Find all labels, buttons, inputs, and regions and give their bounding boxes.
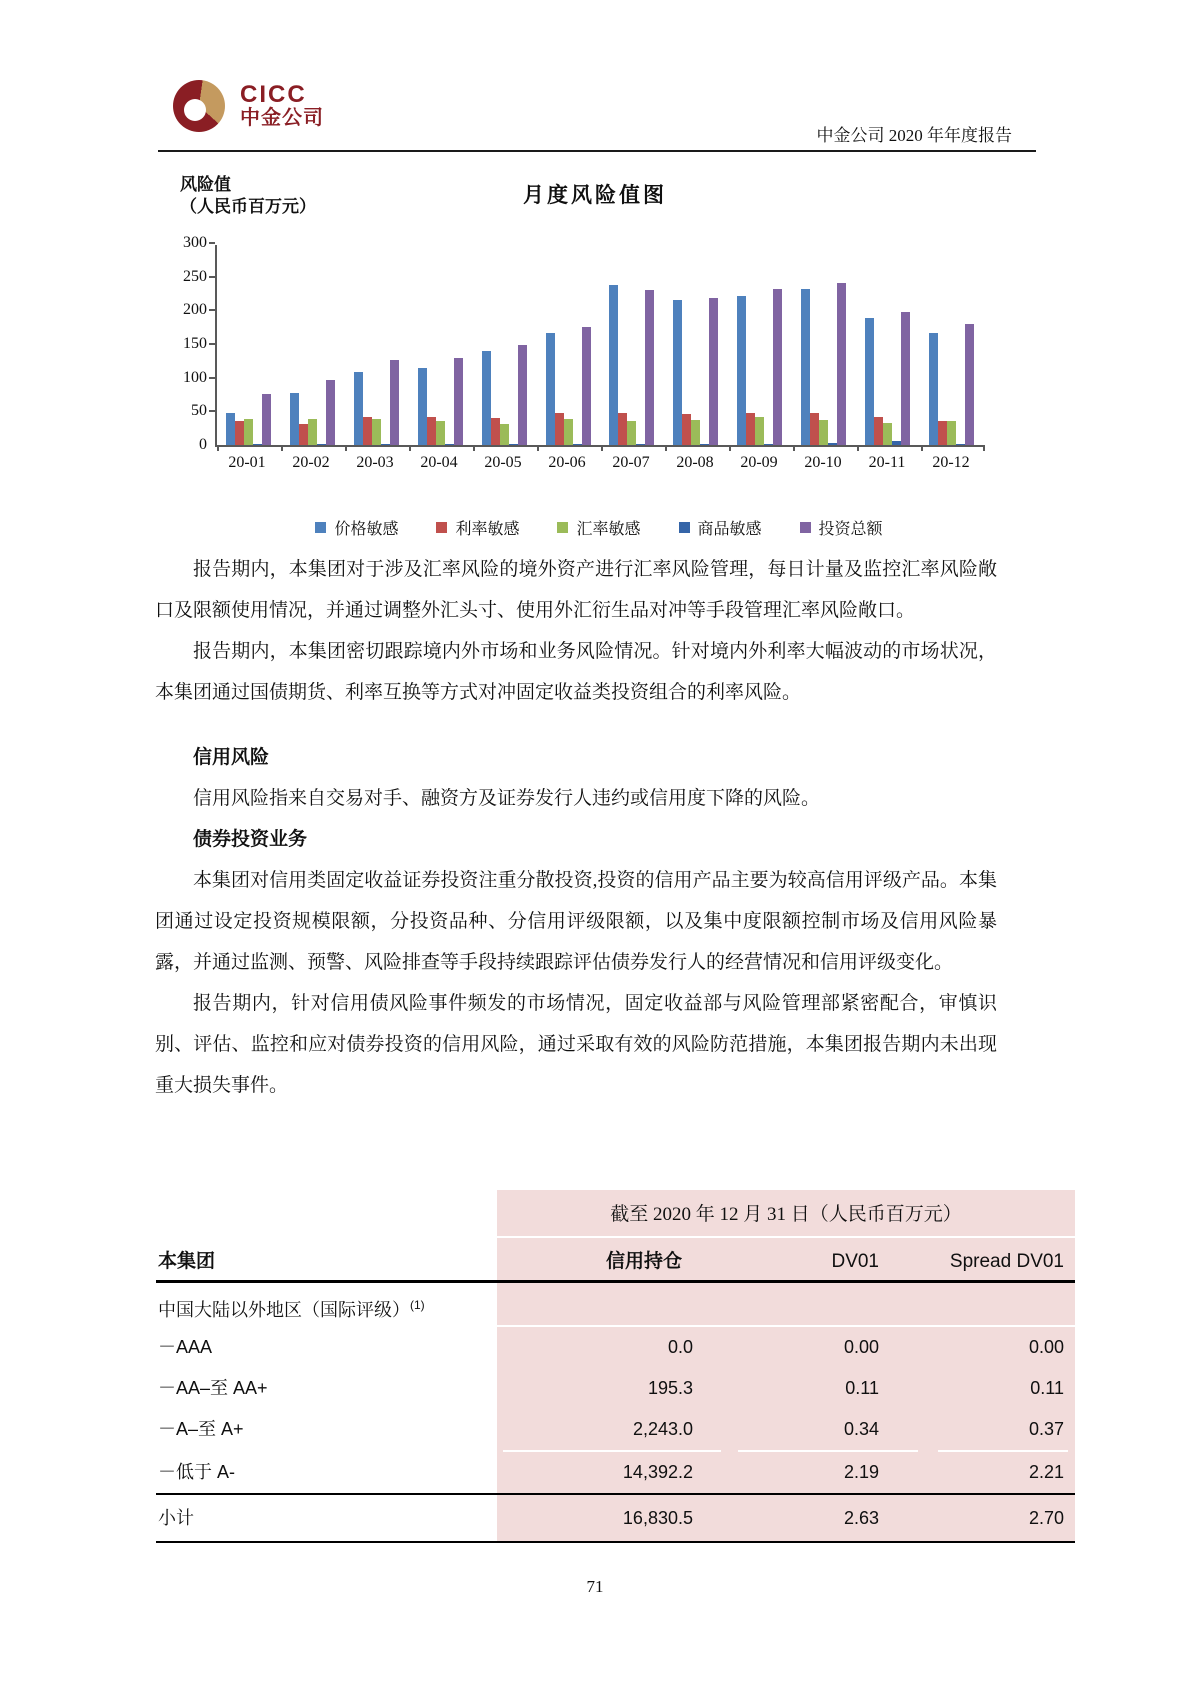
bar-利率敏感	[618, 413, 627, 445]
logo-cn-text: 中金公司	[240, 107, 324, 130]
cell-spread-dv01: 0.37	[1028, 1419, 1064, 1439]
x-tick-label: 20-11	[868, 454, 906, 471]
x-tick-label: 20-08	[676, 454, 714, 471]
credit-position-table	[156, 1190, 1075, 1543]
legend-swatch-icon	[800, 522, 811, 533]
bar-价格敏感	[290, 393, 299, 445]
y-tick-label: 150	[183, 335, 207, 352]
bar-group	[217, 245, 281, 445]
bar-商品敏感	[636, 444, 645, 445]
table-row	[156, 1368, 1075, 1409]
bar-商品敏感	[700, 444, 709, 445]
legend-swatch-icon	[436, 522, 447, 533]
x-tick-mark	[857, 445, 859, 451]
legend-item	[557, 516, 640, 539]
bar-价格敏感	[482, 351, 491, 445]
bar-利率敏感	[299, 424, 308, 445]
bar-汇率敏感	[372, 419, 381, 445]
bar-商品敏感	[828, 443, 837, 445]
bar-价格敏感	[673, 300, 682, 445]
y-tick-mark	[209, 343, 215, 345]
bar-汇率敏感	[691, 420, 700, 445]
heading-bond-investment: 债券投资业务	[193, 829, 308, 850]
row-label: －AA–至 AA+	[158, 1378, 268, 1398]
bar-group	[855, 245, 919, 445]
bar-投资总额	[709, 298, 718, 446]
bar-利率敏感	[938, 421, 947, 445]
bar-投资总额	[773, 289, 782, 445]
x-tick-mark	[537, 445, 539, 451]
bar-商品敏感	[509, 444, 518, 445]
chart-y-axis-title	[180, 174, 316, 218]
column-header-credit: 信用持仓	[605, 1251, 682, 1272]
legend-label: 投资总额	[818, 521, 883, 538]
row-label: －AAA	[158, 1337, 213, 1357]
chart-legend	[215, 516, 983, 539]
bar-group	[600, 245, 664, 445]
y-tick-mark	[209, 276, 215, 278]
bar-group	[791, 245, 855, 445]
bar-价格敏感	[929, 333, 938, 445]
bar-利率敏感	[235, 421, 244, 445]
bar-汇率敏感	[755, 417, 764, 445]
bar-商品敏感	[445, 444, 454, 445]
bar-group	[345, 245, 409, 445]
subtotal-label: 小计	[158, 1508, 194, 1528]
x-tick-mark	[601, 445, 603, 451]
bar-汇率敏感	[244, 419, 253, 445]
table-row	[156, 1327, 1075, 1368]
bar-汇率敏感	[819, 420, 828, 445]
x-tick-label: 20-05	[484, 454, 522, 471]
x-tick-label: 20-01	[228, 454, 266, 471]
paragraph-credit-risk-def: 信用风险指来自交易对手、融资方及证券发行人违约或信用度下降的风险。	[193, 788, 821, 809]
bar-价格敏感	[865, 318, 874, 445]
bar-商品敏感	[892, 441, 901, 445]
bar-利率敏感	[746, 413, 755, 445]
y-axis-title-line2: （人民币百万元）	[180, 197, 316, 216]
bar-汇率敏感	[436, 421, 445, 445]
y-tick-label: 200	[183, 301, 207, 319]
bar-汇率敏感	[947, 421, 956, 445]
paragraph-rate-risk: 报告期内，本集团密切跟踪境内外市场和业务风险情况。针对境内外利率大幅波动的市场状况，本集团通过国债期货、利率互换等方式对冲固定收益类投资组合的利率风险。	[155, 641, 997, 703]
paragraph-bond-investment: 本集团对信用类固定收益证券投资注重分散投资,投资的信用产品主要为较高信用评级产品。本集团通过设定投资规模限额，分投资品种、分信用评级限额，以及集中度限额控制市场及信用风险暴露，并通过监测、预警、风险排查等手段持续跟踪评估债券发行人的经营情况和信用评级变化。	[155, 870, 997, 973]
cell-credit: 0.0	[667, 1337, 693, 1357]
column-header-group: 本集团	[158, 1251, 216, 1272]
bar-投资总额	[262, 394, 271, 445]
bar-group	[408, 245, 472, 445]
x-tick-mark	[665, 445, 667, 451]
body-text	[155, 549, 997, 1106]
bar-利率敏感	[682, 414, 691, 445]
logo-text	[240, 82, 324, 130]
bar-利率敏感	[427, 417, 436, 445]
y-tick-label: 100	[183, 368, 207, 386]
table-rule	[156, 1541, 1075, 1543]
legend-item	[800, 516, 883, 539]
y-tick-label: 50	[191, 402, 207, 420]
heading-credit-risk: 信用风险	[193, 747, 270, 768]
bar-汇率敏感	[308, 419, 317, 445]
legend-item	[436, 516, 519, 539]
cell-credit: 2,243.0	[632, 1419, 693, 1439]
table-row	[156, 1409, 1075, 1450]
row-label: －A–至 A+	[158, 1419, 244, 1439]
bar-价格敏感	[609, 285, 618, 445]
table-subtotal-row	[156, 1495, 1075, 1541]
x-tick-mark	[281, 445, 283, 451]
bar-商品敏感	[253, 444, 262, 445]
bar-group	[664, 245, 728, 445]
subtotal-dv01: 2.63	[843, 1508, 879, 1528]
x-tick-mark	[473, 445, 475, 451]
bar-投资总额	[454, 358, 463, 446]
monthly-risk-chart	[178, 234, 990, 539]
bar-利率敏感	[555, 413, 564, 445]
logo-cicc-text: CICC	[240, 81, 307, 109]
y-tick-label: 300	[183, 234, 207, 251]
column-header-spread-dv01: Spread DV01	[949, 1251, 1064, 1272]
x-axis-labels	[215, 454, 983, 472]
bar-价格敏感	[418, 368, 427, 445]
legend-label: 价格敏感	[334, 521, 399, 538]
x-tick-mark	[345, 445, 347, 451]
x-tick-label: 20-06	[548, 454, 586, 471]
row-label: －低于 A-	[158, 1462, 236, 1482]
cell-dv01: 2.19	[843, 1462, 879, 1482]
x-tick-label: 20-12	[932, 454, 970, 471]
x-tick-mark	[921, 445, 923, 451]
bar-商品敏感	[764, 444, 773, 445]
bar-商品敏感	[381, 444, 390, 445]
bar-group	[281, 245, 345, 445]
y-tick-mark	[209, 410, 215, 412]
table-body	[156, 1327, 1075, 1493]
group-row-label: 中国大陆以外地区（国际评级）$^{(1)}$	[158, 1298, 425, 1320]
bar-group	[536, 245, 600, 445]
bar-价格敏感	[546, 333, 555, 445]
bar-利率敏感	[810, 413, 819, 445]
bar-group	[728, 245, 792, 445]
bar-投资总额	[582, 327, 591, 446]
bar-group	[472, 245, 536, 445]
cell-credit: 14,392.2	[622, 1462, 693, 1482]
bar-价格敏感	[737, 296, 746, 445]
bar-利率敏感	[363, 417, 372, 445]
legend-swatch-icon	[557, 522, 568, 533]
table-caption-row	[156, 1190, 1075, 1236]
legend-swatch-icon	[315, 522, 326, 533]
bar-汇率敏感	[627, 421, 636, 445]
y-tick-label: 250	[183, 267, 207, 285]
legend-item	[679, 516, 762, 539]
x-tick-label: 20-04	[420, 454, 458, 471]
x-tick-label: 20-03	[356, 454, 394, 471]
table-header-row	[156, 1238, 1075, 1280]
bar-利率敏感	[874, 417, 883, 445]
report-title: 中金公司 2020 年年度报告	[816, 126, 1012, 145]
x-tick-mark	[983, 445, 985, 451]
bar-投资总额	[326, 380, 335, 445]
legend-label: 利率敏感	[455, 521, 520, 538]
bar-汇率敏感	[500, 424, 509, 445]
legend-label: 汇率敏感	[576, 521, 641, 538]
cell-dv01: 0.00	[843, 1337, 879, 1357]
cell-spread-dv01: 0.00	[1028, 1337, 1064, 1357]
table-caption: 截至 2020 年 12 月 31 日（人民币百万元）	[610, 1204, 962, 1225]
table-group-row	[156, 1283, 1075, 1325]
bar-商品敏感	[317, 444, 326, 445]
bar-汇率敏感	[883, 423, 892, 445]
subtotal-credit: 16,830.5	[622, 1508, 693, 1528]
plot-area	[183, 234, 983, 453]
legend-label: 商品敏感	[697, 521, 762, 538]
y-axis-title-line1: 风险值	[180, 175, 231, 194]
bar-投资总额	[390, 360, 399, 446]
bar-价格敏感	[226, 413, 235, 445]
table-row	[156, 1452, 1075, 1493]
page-number: 71	[586, 1577, 604, 1596]
x-tick-mark	[729, 445, 731, 451]
bar-价格敏感	[801, 289, 810, 445]
column-header-dv01: DV01	[831, 1251, 879, 1272]
y-tick-mark	[209, 377, 215, 379]
cell-credit: 195.3	[647, 1378, 693, 1398]
cell-spread-dv01: 0.11	[1030, 1378, 1064, 1398]
bar-投资总额	[518, 345, 527, 445]
footnote-marker: (1)	[410, 1298, 425, 1312]
cicc-logo-icon	[173, 80, 225, 132]
legend-swatch-icon	[679, 522, 690, 533]
x-tick-label: 20-09	[740, 454, 778, 471]
x-tick-label: 20-07	[612, 454, 650, 471]
bar-投资总额	[645, 290, 654, 446]
cicc-logo	[173, 80, 324, 132]
bar-汇率敏感	[564, 419, 573, 445]
bar-投资总额	[965, 324, 974, 445]
paragraph-credit-events: 报告期内，针对信用债风险事件频发的市场情况，固定收益部与风险管理部紧密配合，审慎识别、评估、监控和应对债券投资的信用风险，通过采取有效的风险防范措施，本集团报告期内未出现重大损失事件。	[155, 993, 997, 1096]
y-tick-mark	[209, 242, 215, 244]
legend-item	[315, 516, 398, 539]
cell-spread-dv01: 2.21	[1028, 1462, 1064, 1482]
paragraph-fx-risk: 报告期内，本集团对于涉及汇率风险的境外资产进行汇率风险管理，每日计量及监控汇率风险敞口及限额使用情况，并通过调整外汇头寸、使用外汇衍生品对冲等手段管理汇率风险敞口。	[155, 559, 997, 621]
bar-价格敏感	[354, 372, 363, 445]
chart-title: 月度风险值图	[523, 183, 667, 207]
bar-利率敏感	[491, 418, 500, 445]
header-rule	[158, 150, 1036, 152]
x-tick-mark	[217, 445, 219, 451]
bar-group	[919, 245, 983, 445]
x-tick-label: 20-10	[804, 454, 842, 471]
y-tick-label: 0	[199, 436, 207, 453]
bar-投资总额	[837, 283, 846, 445]
y-tick-mark	[209, 309, 215, 311]
x-tick-mark	[793, 445, 795, 451]
cell-dv01: 0.11	[845, 1378, 879, 1398]
x-tick-label: 20-02	[292, 454, 330, 471]
bar-商品敏感	[573, 444, 582, 445]
cell-dv01: 0.34	[843, 1419, 879, 1439]
subtotal-spread: 2.70	[1028, 1508, 1064, 1528]
bar-商品敏感	[956, 444, 965, 445]
x-tick-mark	[409, 445, 411, 451]
bar-投资总额	[901, 312, 910, 445]
